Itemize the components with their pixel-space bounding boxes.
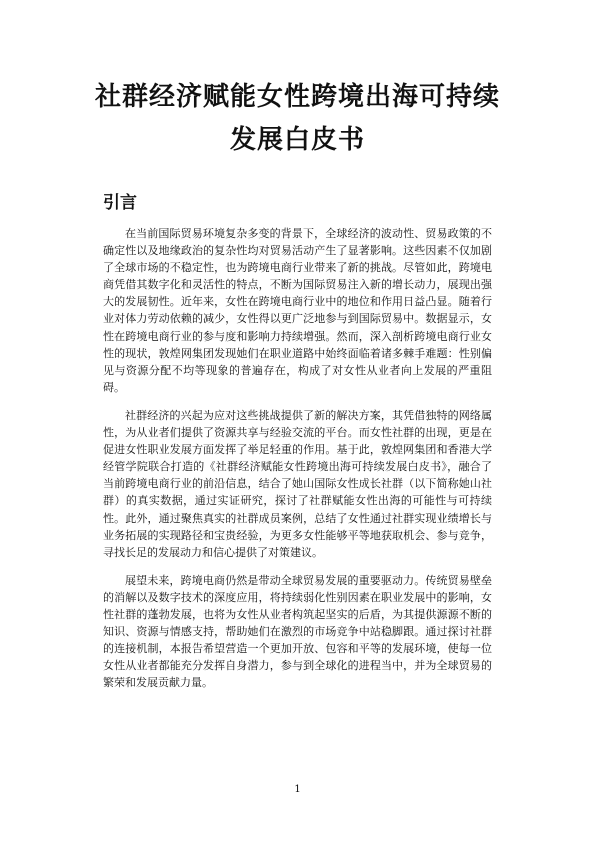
section-heading-introduction: 引言 [103,193,137,213]
document-title-line-2: 发展白皮书 [229,125,365,155]
body-text [103,225,492,702]
paragraph-1: 在当前国际贸易环境复杂多变的背景下，全球经济的波动性、贸易政策的不确定性以及地缘政治的复杂性均对贸易活动产生了显著影响。这些因素不仅加剧了全球市场的不稳定性，也为跨境电商行业带来了新的挑战。尽管如此，跨境电商凭借其数字化和灵活性的特点，不断为国际贸易注入新的增长动力，展现出强大的发展韧性。近年来，女性在跨境电商行业中的地位和作用日益凸显。随着行业对体力劳动依赖的减少，女性得以更广泛地参与到国际贸易中。数据显示，女性在跨境电商行业的参与度和影响力持续增强。然而，深入剖析跨境电商行业女性的现状，敦煌网集团发现她们在职业道路中始终面临着诸多棘手难题：性别偏见与资源分配不均等现象的普遍存在，构成了对女性从业者向上发展的严重阻碍。 [103,227,492,394]
page-number: 1 [294,784,301,795]
paragraph-2: 社群经济的兴起为应对这些挑战提供了新的解决方案，其凭借独特的网络属性，为从业者们提供了资源共享与经验交流的平台。而女性社群的出现，更是在促进女性职业发展方面发挥了举足轻重的作用。基于此，敦煌网集团和香港大学经管学院联合打造的《社群经济赋能女性跨境出海可持续发展白皮书》，融合了当前跨境电商行业的前沿信息，结合了她山国际女性成长社群（以下简称她山社群）的真实数据，通过实证研究，探讨了社群赋能女性出海的可能性与可持续性。此外，通过聚焦真实的社群成员案例，总结了女性通过社群实现业绩增长与业务拓展的实现路径和宝贵经验，为更多女性能够平等地获取机会、参与竞争，寻找长足的发展动力和信心提供了对策建议。 [103,408,492,559]
paragraph-3: 展望未来，跨境电商仍然是带动全球贸易发展的重要驱动力。传统贸易壁垒的消解以及数字技术的深度应用，将持续弱化性别因素在职业发展中的影响，女性社群的蓬勃发展，也将为女性从业者构筑起坚实的后盾，为其提供源源不断的知识、资源与情感支持，帮助她们在激烈的市场竞争中站稳脚跟。通过探讨社群的连接机制，本报告希望营造一个更加开放、包容和平等的发展环境，使每一位女性从业者都能充分发挥自身潜力，参与到全球化的进程当中，并为全球贸易的繁荣和发展贡献力量。 [103,573,492,690]
document-title-line-1: 社群经济赋能女性跨境出海可持续 [94,82,500,112]
